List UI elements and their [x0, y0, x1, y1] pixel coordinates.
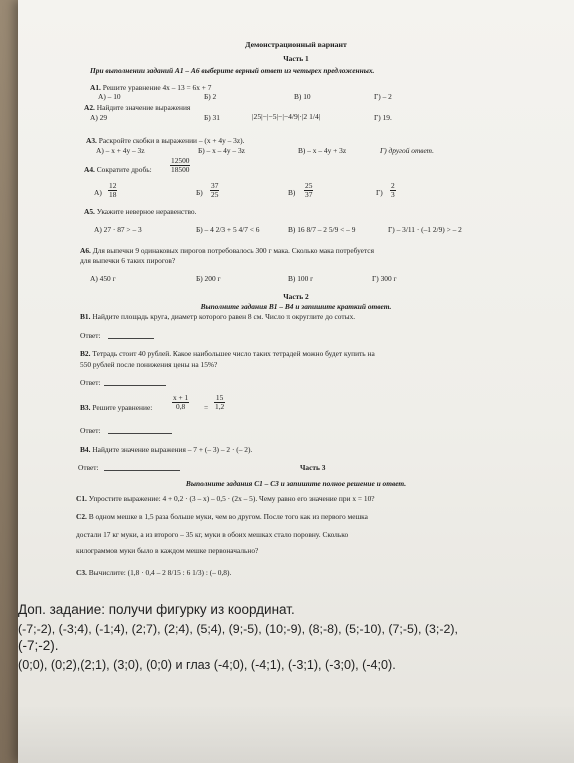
a2-option-a: А) 29	[90, 113, 108, 122]
a2-expression: |25|−|−5|−|−4/9|·|2 1/4|	[252, 112, 321, 121]
b3-question	[80, 403, 152, 412]
a1-option-c: В) 10	[294, 92, 311, 101]
c3-text: Вычислите: (1,8 · 0,4 – 2 8/15 : 6 1/3) : (– 0,8).	[88, 568, 232, 577]
a1-text: Решите уравнение 4x – 13 = 6x + 7	[102, 83, 212, 92]
a4-option-d-letter: Г)	[376, 188, 383, 197]
b3-right-den: 1,2	[215, 402, 225, 411]
b2-answer-label: Ответ:	[80, 378, 101, 387]
part1-instructions: При выполнении заданий А1 – А6 выберите верный ответ из четырех предложенных.	[90, 66, 375, 75]
a3-option-d: Г) другой ответ.	[380, 146, 434, 155]
c3-label: С3.	[76, 568, 87, 577]
extra-task-title: Доп. задание: получи фигурку из координат.	[18, 602, 295, 617]
part3-title: Часть 3	[300, 463, 326, 472]
a5-question	[84, 207, 196, 216]
c2-line3: килограммов муки было в каждом мешке первоначально?	[76, 546, 259, 555]
a4-option-b-den: 25	[211, 190, 219, 199]
a4-option-b-letter: Б)	[196, 188, 203, 197]
a4-option-c-fraction	[304, 182, 313, 199]
a4-question	[84, 165, 152, 174]
extra-task-coords-line3: (0;0), (0;2),(2;1), (3;0), (0;0) и глаз (-4;0), (-4;1), (-3;1), (-3;0), (-4;0).	[18, 658, 396, 672]
a2-question	[84, 103, 190, 112]
b3-right-fraction	[214, 394, 225, 411]
c2-label: С2.	[76, 512, 87, 521]
part3-instructions: Выполните задания С1 – С3 и запишите полное решение и ответ.	[185, 479, 407, 488]
b3-left-num: x + 1	[173, 393, 189, 402]
a1-option-d: Г) – 2	[374, 92, 392, 101]
paper-shadow	[18, 705, 574, 763]
a6-text-line1: Для выпечки 9 одинаковых пирогов потребовалось 300 г мака. Сколько мака потребуется	[92, 246, 374, 255]
b3-label: В3.	[80, 403, 91, 412]
a3-option-a: А) – x + 4y – 3z	[96, 146, 145, 155]
b3-equals-sign: =	[204, 403, 209, 412]
a4-option-a-num: 12	[109, 181, 117, 190]
part2-title: Часть 2	[283, 292, 309, 301]
a4-option-d-fraction	[390, 182, 396, 199]
c2-line1: В одном мешке в 1,5 раза больше муки, чем во другом. После того как из первого мешка	[88, 512, 368, 521]
a4-option-b-num: 37	[211, 181, 219, 190]
b4-label: В4.	[80, 445, 91, 454]
c2-line2: достали 17 кг муки, а из второго – 35 кг, муки в обоих мешках стало поровну. Сколько	[76, 530, 349, 539]
part2-instructions: Выполните задания В1 – В4 и запишите краткий ответ.	[200, 302, 392, 311]
extra-task-coords-line1: (-7;-2), (-3;4), (-1;4), (2;7), (2;4), (5;4), (9;-5), (10;-9), (8;-8), (5;-10), (7;-5), (3;-2),	[18, 622, 458, 636]
c3-question	[76, 568, 231, 577]
a5-option-d: Г) – 3/11 · (–1 2/9) > – 2	[388, 225, 462, 234]
b3-left-den: 0,8	[176, 402, 186, 411]
b1-text: Найдите площадь круга, диаметр которого равен 8 см. Число π округлите до сотых.	[92, 312, 356, 321]
a2-text: Найдите значение выражения	[96, 103, 191, 112]
b1-answer-label: Ответ:	[80, 331, 101, 340]
a4-option-a-letter: А)	[94, 188, 102, 197]
a6-option-c: В) 100 г	[288, 274, 314, 283]
a6-text-line2: для выпечки 6 таких пирогов?	[80, 256, 176, 265]
b3-answer-label: Ответ:	[80, 426, 101, 435]
a5-option-b: Б) – 4 2/3 + 5 4/7 < 6	[196, 225, 260, 234]
b2-answer-line	[104, 385, 166, 386]
a1-question	[90, 83, 211, 92]
document-title: Демонстрационный вариант	[245, 40, 347, 49]
a4-option-c-letter: В)	[288, 188, 296, 197]
a2-label: А2.	[84, 103, 95, 112]
b2-text-line2: 550 рублей после понижения цены на 15%?	[80, 360, 218, 369]
b1-label: В1.	[80, 312, 91, 321]
a4-option-d-den: 3	[391, 190, 395, 199]
extra-task-coords-line2: (-7;-2).	[18, 638, 59, 653]
a5-option-c: В) 16 8/7 – 2 5/9 < – 9	[288, 225, 356, 234]
b4-question	[80, 445, 252, 454]
b4-answer-line	[104, 470, 180, 471]
a6-option-d: Г) 300 г	[372, 274, 397, 283]
a3-option-b: Б) – x – 4y – 3z	[198, 146, 245, 155]
b3-answer-line	[108, 433, 172, 434]
a2-option-d: Г) 19.	[374, 113, 392, 122]
a1-option-b: Б) 2	[204, 92, 217, 101]
b2-question	[80, 349, 375, 358]
a4-option-a-den: 18	[109, 190, 117, 199]
a5-text: Укажите неверное неравенство.	[96, 207, 197, 216]
a4-option-c-den: 37	[305, 190, 313, 199]
a3-label: А3.	[86, 136, 97, 145]
a6-option-b: Б) 200 г	[196, 274, 221, 283]
c2-question	[76, 512, 368, 521]
a5-label: А5.	[84, 207, 95, 216]
a1-option-a: А) – 10	[98, 92, 121, 101]
b4-answer-label: Ответ:	[78, 463, 99, 472]
a3-question	[86, 136, 244, 145]
a4-option-d-num: 2	[391, 181, 395, 190]
a4-text: Сократите дробь:	[96, 165, 152, 174]
a6-label: А6.	[80, 246, 91, 255]
c1-label: С1.	[76, 494, 87, 503]
c1-text: Упростите выражение: 4 + 0,2 · (3 – x) – 0,5 · (2x – 5). Чему равно его значение при x = 10?	[88, 494, 375, 503]
b2-text-line1: Тетрадь стоит 40 рублей. Какое наибольшее число таких тетрадей можно будет купить на	[92, 349, 375, 358]
b3-right-num: 15	[215, 393, 224, 402]
a3-text: Раскройте скобки в выражении – (x + 4y – 3z).	[98, 136, 245, 145]
b3-left-fraction	[172, 394, 189, 411]
part1-title: Часть 1	[283, 54, 309, 63]
b1-question	[80, 312, 355, 321]
b1-answer-line	[108, 338, 154, 339]
a4-fraction-numerator: 12500	[171, 156, 190, 165]
a4-option-b-fraction	[210, 182, 219, 199]
a4-fraction	[170, 157, 190, 174]
a3-option-c: В) – x – 4y + 3z	[298, 146, 347, 155]
a2-option-b: Б) 31	[204, 113, 220, 122]
a6-option-a: А) 450 г	[90, 274, 116, 283]
a4-option-a-fraction	[108, 182, 117, 199]
b2-label: В2.	[80, 349, 91, 358]
a4-option-c-num: 25	[305, 181, 313, 190]
a4-fraction-denominator: 18500	[171, 165, 190, 174]
a4-label: А4.	[84, 165, 95, 174]
a6-question	[80, 246, 374, 255]
b4-text: Найдите значение выражения – 7 + (– 3) – 2 · (– 2).	[92, 445, 253, 454]
c1-question	[76, 494, 375, 503]
worksheet-paper	[18, 0, 574, 763]
a1-label: А1.	[90, 83, 101, 92]
b3-text: Решите уравнение:	[92, 403, 153, 412]
a5-option-a: А) 27 · 87 > – 3	[94, 225, 142, 234]
